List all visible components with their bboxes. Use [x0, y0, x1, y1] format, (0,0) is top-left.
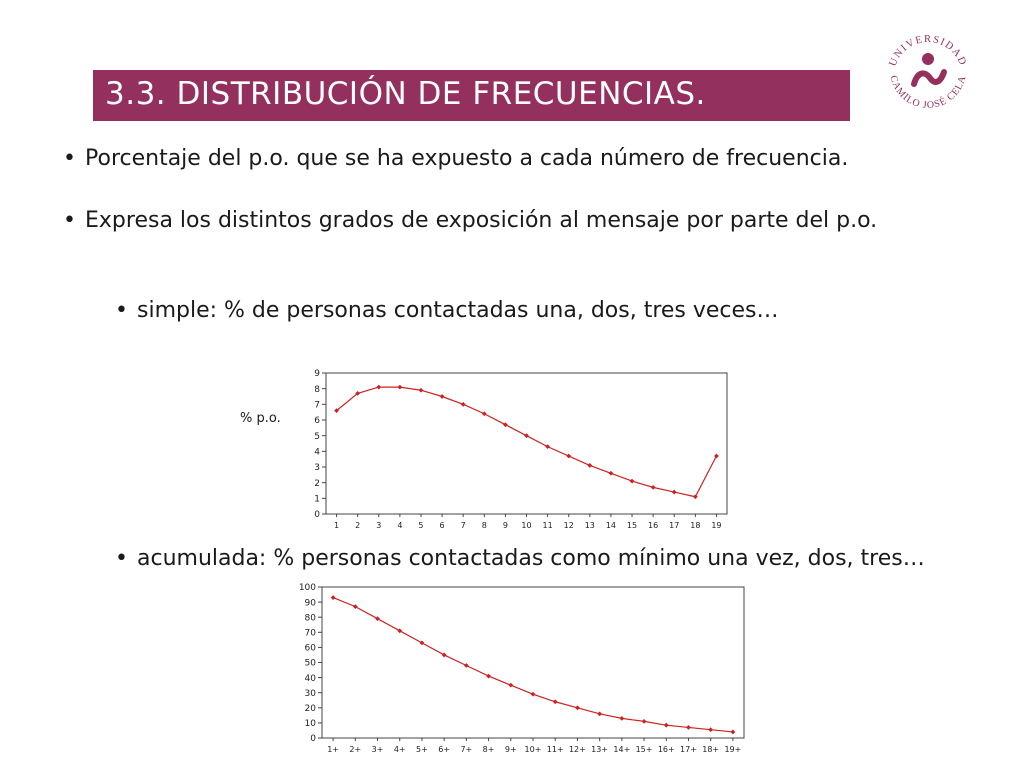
data-point: [575, 705, 580, 710]
data-point: [419, 388, 424, 393]
x-tick-label: 9: [502, 521, 508, 530]
x-tick-label: 2: [355, 521, 361, 530]
x-tick-label: 11+: [546, 745, 564, 754]
series-line: [337, 387, 717, 497]
x-tick-label: 13+: [591, 745, 609, 754]
title-bar: [93, 70, 850, 121]
x-tick-label: 19+: [724, 745, 742, 754]
bullet-marker: •: [115, 546, 128, 571]
x-tick-label: 12+: [568, 745, 586, 754]
data-point: [664, 723, 669, 728]
x-tick-label: 10: [521, 521, 532, 530]
x-tick-label: 7: [460, 521, 466, 530]
data-point: [553, 699, 558, 704]
data-point: [566, 454, 571, 459]
x-tick-label: 4: [397, 521, 403, 530]
x-tick-label: 16: [648, 521, 659, 530]
data-point: [651, 485, 656, 490]
bullet-simple: [115, 295, 945, 326]
data-point: [461, 402, 466, 407]
data-point: [693, 494, 698, 499]
x-tick-label: 1: [334, 521, 340, 530]
x-tick-label: 15+: [635, 745, 653, 754]
data-point: [353, 604, 358, 609]
x-tick-label: 19: [711, 521, 722, 530]
data-point: [375, 616, 380, 621]
data-point: [630, 479, 635, 484]
x-tick-label: 5: [418, 521, 424, 530]
data-point: [420, 640, 425, 645]
bullet-marker: •: [63, 208, 76, 233]
y-tick-label: 100: [298, 583, 316, 594]
data-point: [331, 595, 336, 600]
data-point: [708, 727, 713, 732]
x-tick-label: 8+: [482, 745, 495, 754]
x-tick-label: 15: [626, 521, 638, 530]
data-point: [672, 490, 677, 495]
bullet-marker: •: [63, 146, 76, 171]
y-tick-label: 3: [314, 463, 320, 474]
bullet-acumulada: [115, 543, 945, 574]
x-tick-label: 3+: [371, 745, 384, 754]
y-tick-label: 40: [304, 673, 316, 684]
data-point: [730, 730, 735, 735]
y-tick-label: 9: [314, 369, 320, 380]
data-point: [482, 411, 487, 416]
y-tick-label: 7: [314, 400, 320, 411]
x-tick-label: 4+: [393, 745, 406, 754]
bullet-marker: •: [115, 298, 128, 323]
x-tick-label: 6+: [438, 745, 451, 754]
bullet-text: Porcentaje del p.o. que se ha expuesto a cada número de frecuencia.: [85, 146, 849, 171]
y-tick-label: 10: [304, 719, 316, 730]
data-point: [545, 444, 550, 449]
y-tick-label: 20: [304, 703, 316, 714]
x-tick-label: 14+: [613, 745, 631, 754]
x-tick-label: 1+: [327, 745, 340, 754]
data-point: [503, 422, 508, 427]
bullet-expresa: [63, 205, 945, 236]
logo-bottom-text: CAMILO JOSÉ CELA: [887, 74, 969, 112]
data-point: [376, 385, 381, 390]
y-tick-label: 60: [304, 643, 316, 654]
data-point: [440, 394, 445, 399]
bullet-porcentaje: [63, 143, 945, 174]
y-tick-label: 4: [314, 447, 320, 458]
data-point: [355, 391, 360, 396]
data-point: [397, 628, 402, 633]
ucjc-seal-icon: [882, 26, 974, 118]
bullet-text: simple: % de personas contactadas una, dos, tres veces…: [137, 298, 779, 323]
x-tick-label: 5+: [416, 745, 428, 754]
plot-frame: [326, 373, 727, 514]
y-tick-label: 8: [314, 384, 320, 395]
y-tick-label: 0: [310, 734, 316, 745]
data-point: [597, 711, 602, 716]
plot-frame: [322, 587, 744, 738]
x-tick-label: 14: [605, 521, 617, 530]
x-tick-label: 7+: [460, 745, 473, 754]
x-tick-label: 18: [690, 521, 701, 530]
data-point: [464, 663, 469, 668]
data-point: [524, 433, 529, 438]
logo-top-text: UNIVERSIDAD: [887, 33, 969, 69]
y-tick-label: 2: [314, 478, 320, 489]
data-point: [397, 385, 402, 390]
x-tick-label: 8: [481, 521, 487, 530]
y-tick-label: 5: [314, 431, 320, 442]
x-tick-label: 2+: [349, 745, 362, 754]
x-tick-label: 6: [439, 521, 445, 530]
x-tick-label: 10+: [524, 745, 542, 754]
data-point: [686, 725, 691, 730]
y-tick-label: 0: [314, 510, 320, 521]
data-point: [486, 674, 491, 679]
data-point: [619, 716, 624, 721]
y-tick-label: 70: [304, 628, 316, 639]
y-tick-label: 80: [304, 613, 316, 624]
x-tick-label: 17+: [680, 745, 697, 754]
y-tick-label: 6: [314, 416, 320, 427]
data-point: [442, 653, 447, 658]
data-point: [609, 471, 614, 476]
x-tick-label: 9+: [504, 745, 517, 754]
x-tick-label: 12: [563, 521, 574, 530]
x-tick-label: 13: [584, 521, 595, 530]
y-tick-label: 30: [304, 688, 316, 699]
x-tick-label: 16+: [657, 745, 675, 754]
x-tick-label: 17: [669, 521, 680, 530]
series-line: [333, 598, 733, 732]
y-tick-label: 90: [304, 598, 316, 609]
x-tick-label: 18+: [702, 745, 720, 754]
x-tick-label: 3: [376, 521, 382, 530]
data-point: [508, 683, 513, 688]
y-tick-label: 50: [304, 658, 316, 669]
chart1-side-label: % p.o.: [240, 411, 281, 426]
bullet-text: acumulada: % personas contactadas como mínimo una vez, dos, tres…: [137, 546, 925, 571]
data-point: [714, 454, 719, 459]
y-tick-label: 1: [314, 494, 320, 505]
data-point: [334, 408, 339, 413]
x-tick-label: 11: [542, 521, 553, 530]
bullet-text: Expresa los distintos grados de exposición al mensaje por parte del p.o.: [85, 208, 878, 233]
slide-title: 3.3. DISTRIBUCIÓN DE FRECUENCIAS.: [105, 76, 706, 112]
data-point: [531, 692, 536, 697]
data-point: [587, 463, 592, 468]
data-point: [642, 719, 647, 724]
